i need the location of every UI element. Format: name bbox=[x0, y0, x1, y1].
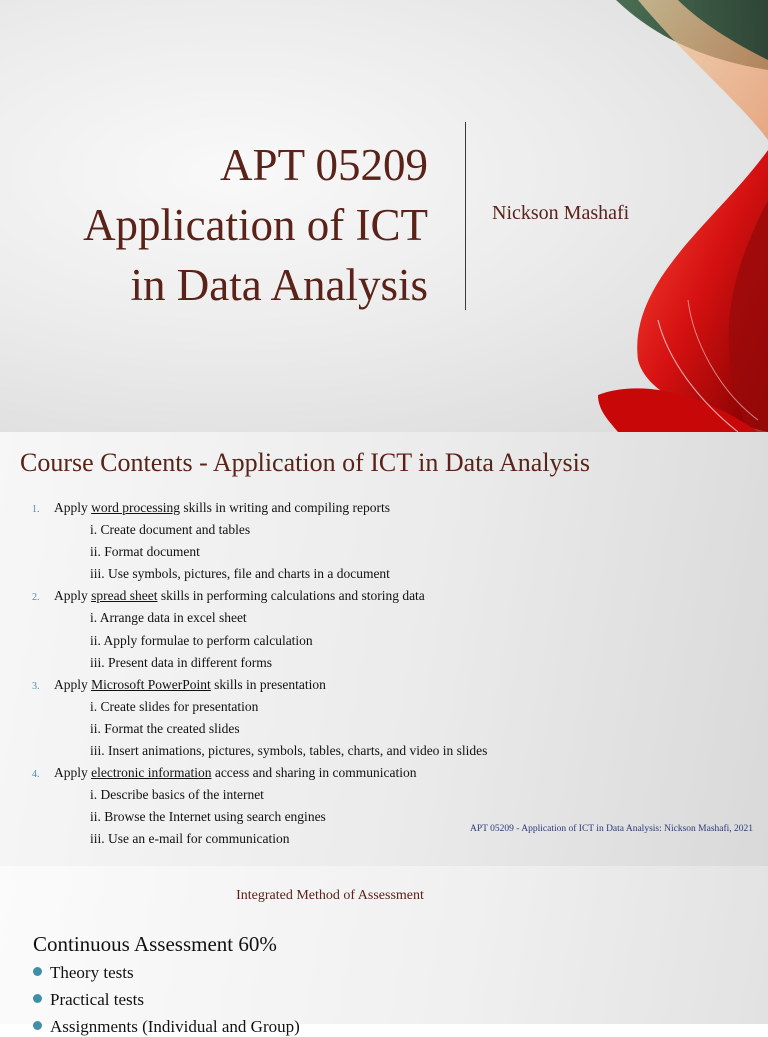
sub-item: iii. Insert animations, pictures, symbols, tables, charts, and video in slides bbox=[90, 743, 488, 758]
course-contents-slide bbox=[0, 432, 768, 866]
sub-item: iii. Present data in different forms bbox=[90, 655, 272, 670]
title-divider bbox=[465, 122, 466, 310]
bullet-item: Theory tests bbox=[33, 963, 134, 983]
assessment-subheading: Continuous Assessment 60% bbox=[33, 932, 277, 956]
bullet-dot-icon bbox=[33, 967, 42, 976]
list-number: 1. bbox=[32, 504, 40, 515]
sub-item: i. Create document and tables bbox=[90, 522, 251, 537]
title-line-1: APT 05209 bbox=[220, 140, 428, 190]
bullet-dot-icon bbox=[33, 1021, 42, 1030]
topic-link: word processing bbox=[91, 500, 180, 515]
assessment-slide bbox=[0, 866, 768, 1036]
sub-item: ii. Format the created slides bbox=[90, 721, 240, 736]
sub-item: iii. Use an e-mail for communication bbox=[90, 831, 290, 846]
title-slide bbox=[0, 0, 768, 432]
slide-footer: APT 05209 - Application of ICT in Data Analysis: Nickson Mashafi, 2021 bbox=[470, 824, 754, 834]
author-name: Nickson Mashafi bbox=[492, 202, 630, 224]
sub-item: iii. Use symbols, pictures, file and charts in a document bbox=[90, 566, 390, 581]
list-number: 4. bbox=[32, 769, 40, 780]
list-number: 3. bbox=[32, 681, 40, 692]
topic-link: electronic information bbox=[91, 765, 212, 780]
sub-item: i. Describe basics of the internet bbox=[90, 787, 264, 802]
bullet-item: Assignments (Individual and Group) bbox=[33, 1017, 300, 1037]
sub-item: ii. Apply formulae to perform calculation bbox=[90, 633, 313, 648]
sub-item: i. Arrange data in excel sheet bbox=[90, 610, 247, 625]
topic-link: spread sheet bbox=[91, 588, 158, 603]
list-item: Apply spread sheet skills in performing calculations and storing data bbox=[54, 588, 425, 603]
presentation-title bbox=[83, 135, 428, 315]
topic-link: Microsoft PowerPoint bbox=[91, 677, 211, 692]
list-item: Apply word processing skills in writing and compiling reports bbox=[54, 500, 390, 515]
bullet-dot-icon bbox=[33, 994, 42, 1003]
sub-item: i. Create slides for presentation bbox=[90, 699, 259, 714]
assessment-heading: Integrated Method of Assessment bbox=[236, 888, 424, 903]
list-item: Apply electronic information access and sharing in communication bbox=[54, 765, 417, 780]
sub-item: ii. Browse the Internet using search engines bbox=[90, 809, 326, 824]
slide-title: Course Contents - Application of ICT in Data Analysis bbox=[20, 448, 591, 477]
list-item: Apply Microsoft PowerPoint skills in presentation bbox=[54, 677, 326, 692]
bullet-item: Practical tests bbox=[33, 990, 144, 1010]
sub-item: ii. Format document bbox=[90, 544, 200, 559]
title-line-2: Application of ICT bbox=[83, 200, 428, 250]
title-line-3: in Data Analysis bbox=[130, 260, 428, 310]
list-number: 2. bbox=[32, 592, 40, 603]
